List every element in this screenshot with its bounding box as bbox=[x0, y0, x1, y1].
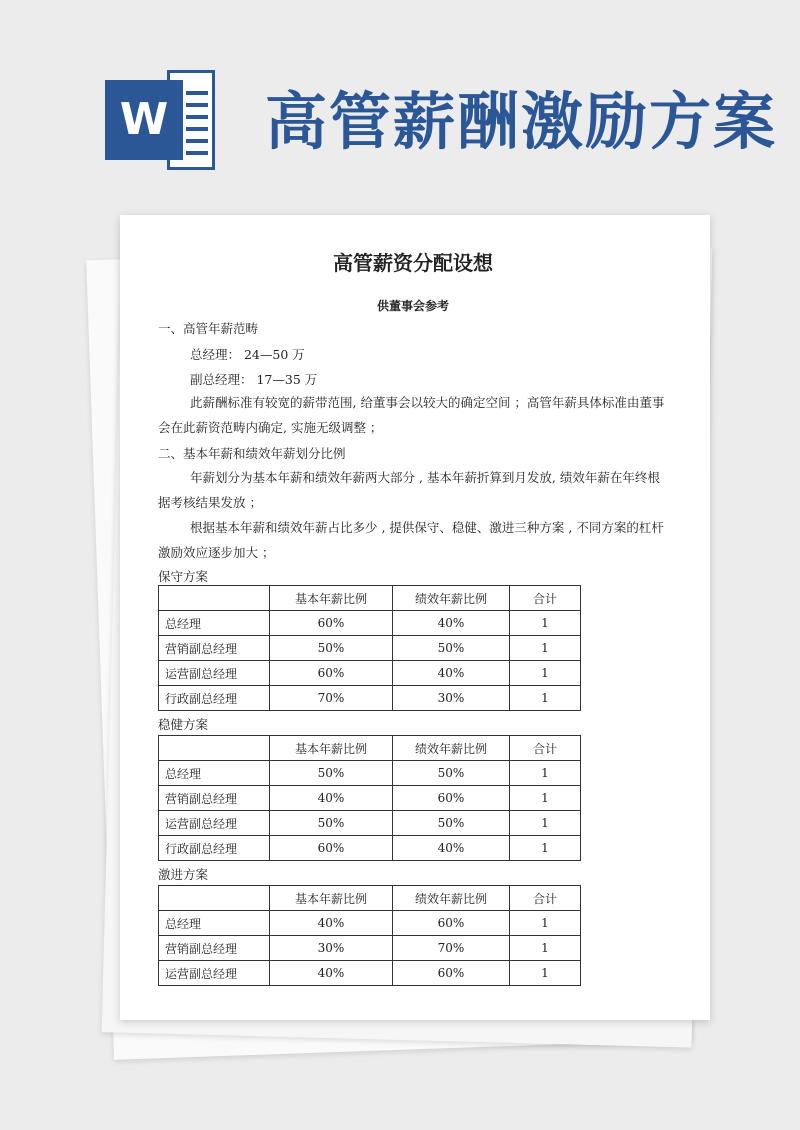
table-cell: 40% bbox=[270, 961, 393, 986]
section2-paragraph-1: 年薪划分为基本年薪和绩效年薪两大部分 , 基本年薪折算到月发放, 绩效年薪在年终根据考核结果发放 ； bbox=[158, 470, 660, 510]
table-cell: 运营副总经理 bbox=[159, 811, 270, 836]
table-header-cell: 绩效年薪比例 bbox=[393, 586, 510, 611]
table-cell: 1 bbox=[510, 636, 581, 661]
table-cell: 1 bbox=[510, 936, 581, 961]
table-cell: 运营副总经理 bbox=[159, 961, 270, 986]
table-header-row bbox=[159, 586, 581, 611]
document-title: 高管薪资分配设想 bbox=[333, 251, 493, 275]
table-cell: 50% bbox=[393, 761, 510, 786]
table-cell: 1 bbox=[510, 811, 581, 836]
table-cell: 40% bbox=[393, 661, 510, 686]
table-cell: 50% bbox=[270, 811, 393, 836]
table-cell: 40% bbox=[393, 836, 510, 861]
table-cell: 70% bbox=[393, 936, 510, 961]
table-header-cell: 基本年薪比例 bbox=[270, 586, 393, 611]
word-letter: W bbox=[105, 80, 183, 160]
table-header-row bbox=[159, 736, 581, 761]
table-cell: 40% bbox=[270, 786, 393, 811]
table-header-cell: 合计 bbox=[510, 736, 581, 761]
plan-title: 激进方案 bbox=[158, 867, 209, 882]
table-cell: 70% bbox=[270, 686, 393, 711]
section2-heading: 二、基本年薪和绩效年薪划分比例 bbox=[158, 446, 346, 461]
table-row bbox=[159, 936, 581, 961]
table-row bbox=[159, 636, 581, 661]
document-page bbox=[120, 215, 710, 1020]
table-cell: 1 bbox=[510, 661, 581, 686]
table-cell: 1 bbox=[510, 761, 581, 786]
table-cell: 营销副总经理 bbox=[159, 636, 270, 661]
table-row bbox=[159, 836, 581, 861]
table-header-cell: 绩效年薪比例 bbox=[393, 886, 510, 911]
table-cell: 1 bbox=[510, 961, 581, 986]
table-cell: 50% bbox=[393, 811, 510, 836]
document-subtitle: 供董事会参考 bbox=[376, 299, 449, 313]
table-cell: 50% bbox=[270, 761, 393, 786]
table-cell: 60% bbox=[393, 911, 510, 936]
gm-salary-range: 总经理： 24—50 万 bbox=[190, 347, 305, 362]
table-row bbox=[159, 811, 581, 836]
table-cell: 营销副总经理 bbox=[159, 936, 270, 961]
section1-note: 此薪酬标准有较宽的薪带范围, 给董事会以较大的确定空间 ；高管年薪具体标准由董事会在此薪资范畴内确定, 实施无级调整 ； bbox=[158, 395, 665, 435]
plan-table-steady bbox=[158, 735, 581, 861]
table-row bbox=[159, 661, 581, 686]
banner bbox=[0, 0, 800, 200]
table-cell: 50% bbox=[270, 636, 393, 661]
table-cell: 60% bbox=[270, 661, 393, 686]
table-row bbox=[159, 686, 581, 711]
table-row bbox=[159, 611, 581, 636]
table-cell: 1 bbox=[510, 836, 581, 861]
table-cell: 行政副总经理 bbox=[159, 836, 270, 861]
table-cell: 30% bbox=[393, 686, 510, 711]
section1-heading: 一、高管年薪范畴 bbox=[158, 321, 259, 336]
table-cell: 营销副总经理 bbox=[159, 786, 270, 811]
plan-table-aggressive bbox=[158, 885, 581, 986]
table-cell: 30% bbox=[270, 936, 393, 961]
table-cell: 40% bbox=[393, 611, 510, 636]
table-header-cell: 基本年薪比例 bbox=[270, 886, 393, 911]
table-header-row bbox=[159, 886, 581, 911]
table-cell: 60% bbox=[393, 961, 510, 986]
table-cell: 总经理 bbox=[159, 611, 270, 636]
vgm-salary-range: 副总经理： 17—35 万 bbox=[190, 372, 318, 387]
table-cell: 50% bbox=[393, 636, 510, 661]
section2-paragraph-2: 根据基本年薪和绩效年薪占比多少 , 提供保守、稳健、激进三种方案 , 不同方案的杠杆激励效应逐步加大 ； bbox=[158, 520, 664, 560]
table-cell: 1 bbox=[510, 611, 581, 636]
table-header-cell: 基本年薪比例 bbox=[270, 736, 393, 761]
table-cell: 1 bbox=[510, 786, 581, 811]
table-cell: 运营副总经理 bbox=[159, 661, 270, 686]
word-document-icon bbox=[105, 70, 220, 170]
table-cell: 40% bbox=[270, 911, 393, 936]
table-cell: 60% bbox=[270, 611, 393, 636]
table-header-cell: 合计 bbox=[510, 586, 581, 611]
table-cell: 1 bbox=[510, 686, 581, 711]
table-cell: 60% bbox=[270, 836, 393, 861]
table-header-cell bbox=[159, 586, 270, 611]
plan-title: 稳健方案 bbox=[158, 717, 209, 732]
table-header-cell: 绩效年薪比例 bbox=[393, 736, 510, 761]
table-cell: 总经理 bbox=[159, 911, 270, 936]
table-header-cell bbox=[159, 736, 270, 761]
table-header-cell bbox=[159, 886, 270, 911]
plan-title: 保守方案 bbox=[158, 569, 209, 584]
banner-title: 高管薪酬激励方案 bbox=[265, 85, 778, 158]
table-cell: 1 bbox=[510, 911, 581, 936]
table-header-cell: 合计 bbox=[510, 886, 581, 911]
table-cell: 60% bbox=[393, 786, 510, 811]
table-row bbox=[159, 786, 581, 811]
table-row bbox=[159, 961, 581, 986]
table-row bbox=[159, 911, 581, 936]
plan-table-conservative bbox=[158, 585, 581, 711]
table-row bbox=[159, 761, 581, 786]
table-cell: 行政副总经理 bbox=[159, 686, 270, 711]
table-cell: 总经理 bbox=[159, 761, 270, 786]
